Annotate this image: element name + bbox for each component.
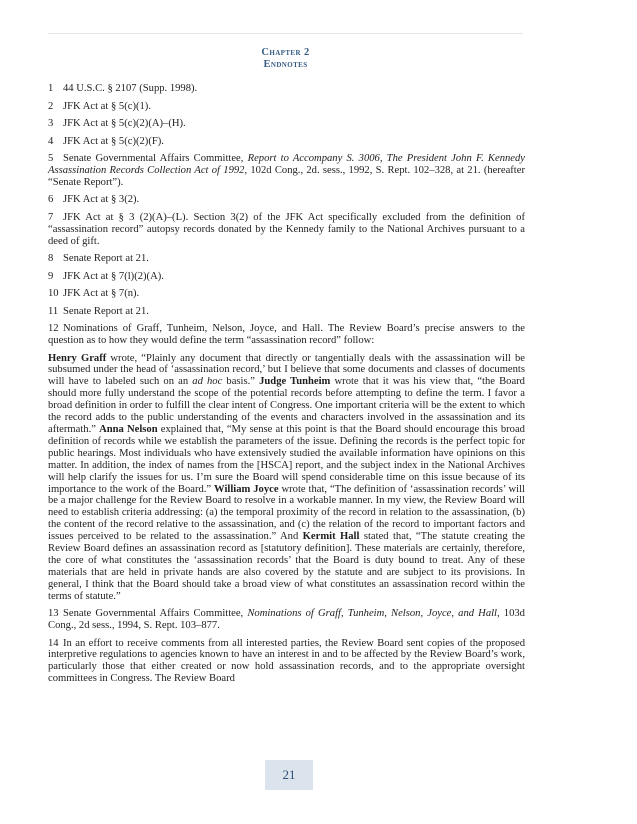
chapter-label: Chapter 2 bbox=[261, 47, 310, 58]
speaker-name: William Joyce bbox=[214, 483, 279, 495]
endnote-number: 1 bbox=[48, 83, 54, 94]
endnote-number: 11 bbox=[48, 305, 59, 317]
testimony-text: stated that, “The statute creating the Review Board defines an assassination record as [statutory definition]. These materials are certainly, therefore, the core of what constitutes the ‘assassination records’ that the Board is duty bound to treat. Any of these materials that are held in private hands are also covered by the statute and are subject to its provisions. In general, I think that the Board should take a broad view of what constitutes an assassination record within the terms of statute.” bbox=[48, 531, 525, 602]
endnote-text: 44 U.S.C. § 2107 (Supp. 1998). bbox=[63, 83, 198, 94]
endnotes-list bbox=[48, 83, 525, 691]
endnote-text: JFK Act at § 7(l)(2)(A). bbox=[63, 270, 164, 282]
endnote-number: 14 bbox=[48, 637, 59, 649]
endnote-text: JFK Act at § 5(c)(2)(A)–(H). bbox=[63, 118, 186, 129]
endnote-number: 5 bbox=[48, 153, 54, 164]
chapter-header bbox=[48, 47, 523, 71]
speaker-name: Henry Graff bbox=[48, 352, 107, 364]
endnote-number: 3 bbox=[48, 118, 54, 129]
speaker-name: Anna Nelson bbox=[99, 423, 158, 435]
endnote-number: 6 bbox=[48, 194, 54, 206]
endnote-number: 9 bbox=[48, 270, 54, 282]
testimony-text: wrote that it was his view that, “the Board should more fully understand the scope of the potential records before attempting to define the term. I favor a broad definition in order to fulfill the clear intent of Congress. One important criteria will be the extent to which the record adds to the public understanding of the events and characters involved in the assassination and its aftermath.” bbox=[48, 376, 525, 435]
endnote-number: 7 bbox=[48, 211, 54, 223]
endnote-text: In an effort to receive comments from all interested parties, the Review Board sent copies of the proposed interpretive regulations to agencies known to have an interest in and to be affected by the Review Board’s work, particularly those that either created or now hold assassination records, and to the appropriate oversight committees in Congress. The Review Board bbox=[48, 637, 525, 685]
testimony-text: explained that, “My sense at this point is that the Board should encourage this broad definition of records while we establish the parameters of the issue. Defining the records is the perfect topic for public hearings. Most individuals who have extensively studied the available information have opinions on this matter. In addition, the index of names from the [HSCA] report, and the subject index in the National Archives will help clarify the issues for us. I’m sure the Board will spend considerable time on this issue because of its importance to the work of the Board.” bbox=[48, 423, 525, 495]
endnote-number: 2 bbox=[48, 100, 54, 112]
testimony-paragraph bbox=[48, 353, 525, 603]
endnote-text: JFK Act at § 7(n). bbox=[63, 288, 140, 300]
speaker-name: Kermit Hall bbox=[302, 531, 360, 543]
endnote-number: 4 bbox=[48, 135, 54, 147]
page-number: 21 bbox=[282, 767, 296, 782]
endnote-citation-title: Nominations of Graff, Tunheim, Nelson, Joyce, and Hall, bbox=[247, 608, 500, 620]
endnote-text: Senate Governmental Affairs Committee, bbox=[63, 608, 248, 620]
endnote-number: 13 bbox=[48, 608, 59, 620]
endnote-citation-title: Report to Accompany S. 3006, The President John F. Kennedy Assassination Records Collection Act of 1992, bbox=[48, 153, 525, 176]
speaker-name: Judge Tunheim bbox=[259, 376, 331, 388]
endnote-2 bbox=[48, 101, 525, 113]
testimony-text: basis.” bbox=[222, 376, 260, 388]
testimony-italic: ad hoc bbox=[192, 376, 223, 388]
endnote-5 bbox=[48, 153, 525, 189]
testimony-text: wrote that, “The definition of ‘assassination records’ will be a major challenge for the Review Board to resolve in a workable manner. In my view, the Review Board will need to establish criteria addressing: (a) the temporal proximity of the record in relation to the assassination, (b) the content of the record relative to the assassination, and (c) the relation of the record to important factors and issues perceived to be related to the assassination.” And bbox=[48, 483, 525, 543]
endnote-6 bbox=[48, 194, 525, 206]
endnote-13 bbox=[48, 608, 525, 632]
endnote-11 bbox=[48, 306, 525, 318]
page-number-box bbox=[265, 760, 313, 790]
endnote-text: Senate Report at 21. bbox=[63, 305, 149, 317]
endnote-3 bbox=[48, 118, 525, 130]
endnote-text: 102d Cong., 2d. sess., 1992, S. Rept. 102–328, at 21. (hereafter “Senate Report”). bbox=[48, 164, 525, 188]
endnote-number: 12 bbox=[48, 323, 59, 335]
endnote-text: Senate Governmental Affairs Committee, bbox=[63, 153, 248, 164]
endnote-text: JFK Act at § 3(2). bbox=[63, 194, 140, 206]
endnote-text: Senate Report at 21. bbox=[63, 253, 149, 265]
testimony-text: wrote, “Plainly any document that directly or tangentially deals with the assassination will be subsumed under the head of ‘assassination record,’ but I believe that some documents and classes of documents will have to labeled such on an bbox=[48, 352, 525, 388]
endnote-number: 10 bbox=[48, 288, 59, 300]
endnote-text: JFK Act at § 3 (2)(A)–(L). Section 3(2) of the JFK Act specifically excluded from the definition of “assassination record” autopsy records donated by the Kennedy family to the National Archives pursuant to a deed of gift. bbox=[48, 211, 525, 247]
top-rule bbox=[48, 33, 523, 34]
endnote-1 bbox=[48, 83, 525, 95]
endnote-number: 8 bbox=[48, 253, 54, 265]
endnote-9 bbox=[48, 271, 525, 283]
endnote-text: JFK Act at § 5(c)(2)(F). bbox=[63, 135, 164, 147]
endnote-7 bbox=[48, 212, 525, 248]
endnote-14 bbox=[48, 638, 525, 686]
endnote-text: 103d Cong., 2d sess., 1994, S. Rept. 103–877. bbox=[48, 608, 525, 632]
endnote-10 bbox=[48, 288, 525, 300]
section-label: Endnotes bbox=[263, 59, 308, 70]
endnote-4 bbox=[48, 136, 525, 148]
endnote-8 bbox=[48, 253, 525, 265]
endnote-text: Nominations of Graff, Tunheim, Nelson, Joyce, and Hall. The Review Board’s precise answers to the question as to how they would define the term “assassination record” follow: bbox=[48, 323, 525, 347]
endnote-12 bbox=[48, 323, 525, 347]
endnote-text: JFK Act at § 5(c)(1). bbox=[63, 100, 151, 112]
